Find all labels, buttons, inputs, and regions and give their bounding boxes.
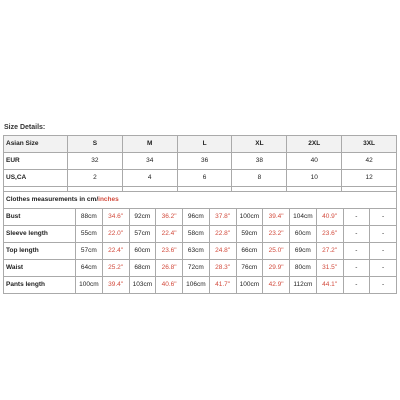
table-cell: 32 bbox=[68, 153, 123, 170]
size-header-s: S bbox=[68, 136, 123, 153]
inch-cell: 42.9" bbox=[263, 277, 290, 294]
cm-cell: 58cm bbox=[183, 226, 210, 243]
inch-cell: 22.0" bbox=[102, 226, 129, 243]
cm-cell: 55cm bbox=[76, 226, 103, 243]
cm-cell: 100cm bbox=[236, 277, 263, 294]
inch-cell: 23.6" bbox=[316, 226, 343, 243]
inch-cell: - bbox=[370, 209, 397, 226]
inch-cell: 27.2" bbox=[316, 243, 343, 260]
size-header-2xl: 2XL bbox=[287, 136, 342, 153]
table-row bbox=[4, 209, 397, 226]
measurement-label: Waist bbox=[4, 260, 76, 277]
inch-cell: 25.2" bbox=[102, 260, 129, 277]
cm-cell: 60cm bbox=[129, 243, 156, 260]
row-label: EUR bbox=[4, 153, 68, 170]
table-cell: 10 bbox=[287, 170, 342, 187]
inch-cell: 34.6" bbox=[102, 209, 129, 226]
cm-cell: 66cm bbox=[236, 243, 263, 260]
cm-cell: 103cm bbox=[129, 277, 156, 294]
table-cell: 6 bbox=[177, 170, 232, 187]
cm-cell: 57cm bbox=[129, 226, 156, 243]
size-header-label: Asian Size bbox=[4, 136, 68, 153]
cm-cell: - bbox=[343, 277, 370, 294]
measurements-table bbox=[3, 191, 397, 294]
size-header-row bbox=[4, 136, 397, 153]
cm-cell: 80cm bbox=[290, 260, 317, 277]
table-row bbox=[4, 153, 397, 170]
inch-cell: 28.3" bbox=[209, 260, 236, 277]
inch-cell: 40.9" bbox=[316, 209, 343, 226]
inch-cell: 23.2" bbox=[263, 226, 290, 243]
measurement-label: Top length bbox=[4, 243, 76, 260]
cm-cell: 59cm bbox=[236, 226, 263, 243]
cm-cell: 92cm bbox=[129, 209, 156, 226]
inch-cell: 44.1" bbox=[316, 277, 343, 294]
row-label: US,CA bbox=[4, 170, 68, 187]
inch-cell: 39.4" bbox=[263, 209, 290, 226]
inch-cell: 39.4" bbox=[102, 277, 129, 294]
measurement-label: Pants length bbox=[4, 277, 76, 294]
heading-prefix: Clothes measurements in bbox=[6, 195, 87, 203]
measurement-label: Sleeve length bbox=[4, 226, 76, 243]
cm-cell: 68cm bbox=[129, 260, 156, 277]
cm-cell: 100cm bbox=[236, 209, 263, 226]
table-row bbox=[4, 226, 397, 243]
unit-cm: cm bbox=[86, 195, 97, 203]
inch-cell: 22.4" bbox=[102, 243, 129, 260]
table-cell: 36 bbox=[177, 153, 232, 170]
table-cell: 12 bbox=[342, 170, 397, 187]
cm-cell: 88cm bbox=[76, 209, 103, 226]
unit-slash: / bbox=[96, 195, 99, 203]
cm-cell: - bbox=[343, 243, 370, 260]
cm-cell: 96cm bbox=[183, 209, 210, 226]
cm-cell: 69cm bbox=[290, 243, 317, 260]
cm-cell: 76cm bbox=[236, 260, 263, 277]
measurement-label: Bust bbox=[4, 209, 76, 226]
cm-cell: - bbox=[343, 209, 370, 226]
inch-cell: 40.6" bbox=[156, 277, 183, 294]
table-cell: 8 bbox=[232, 170, 287, 187]
cm-cell: 60cm bbox=[290, 226, 317, 243]
cm-cell: 63cm bbox=[183, 243, 210, 260]
inch-cell: 22.4" bbox=[156, 226, 183, 243]
cm-cell: 64cm bbox=[76, 260, 103, 277]
inch-cell: 37.8" bbox=[209, 209, 236, 226]
inch-cell: 29.9" bbox=[263, 260, 290, 277]
cm-cell: 100cm bbox=[76, 277, 103, 294]
inch-cell: 23.6" bbox=[156, 243, 183, 260]
cm-cell: 106cm bbox=[183, 277, 210, 294]
inch-cell: 36.2" bbox=[156, 209, 183, 226]
unit-inches: inches bbox=[98, 195, 119, 203]
table-cell: 4 bbox=[122, 170, 177, 187]
cm-cell: 72cm bbox=[183, 260, 210, 277]
size-header-l: L bbox=[177, 136, 232, 153]
size-header-m: M bbox=[122, 136, 177, 153]
table-cell: 38 bbox=[232, 153, 287, 170]
table-row bbox=[4, 260, 397, 277]
inch-cell: 25.0" bbox=[263, 243, 290, 260]
inch-cell: - bbox=[370, 243, 397, 260]
table-cell: 2 bbox=[68, 170, 123, 187]
cm-cell: - bbox=[343, 260, 370, 277]
inch-cell: 22.8" bbox=[209, 226, 236, 243]
inch-cell: - bbox=[370, 260, 397, 277]
inch-cell: 41.7" bbox=[209, 277, 236, 294]
cm-cell: - bbox=[343, 226, 370, 243]
table-cell: 34 bbox=[122, 153, 177, 170]
table-row bbox=[4, 277, 397, 294]
measurements-heading-row bbox=[4, 192, 397, 209]
inch-cell: - bbox=[370, 277, 397, 294]
cm-cell: 112cm bbox=[290, 277, 317, 294]
cm-cell: 57cm bbox=[76, 243, 103, 260]
inch-cell: - bbox=[370, 226, 397, 243]
size-header-3xl: 3XL bbox=[342, 136, 397, 153]
page-title: Size Details: bbox=[4, 124, 46, 131]
table-cell: 42 bbox=[342, 153, 397, 170]
measurements-heading bbox=[4, 192, 397, 209]
table-row bbox=[4, 170, 397, 187]
table-cell: 40 bbox=[287, 153, 342, 170]
cm-cell: 104cm bbox=[290, 209, 317, 226]
inch-cell: 24.8" bbox=[209, 243, 236, 260]
size-header-xl: XL bbox=[232, 136, 287, 153]
table-row bbox=[4, 243, 397, 260]
inch-cell: 26.8" bbox=[156, 260, 183, 277]
inch-cell: 31.5" bbox=[316, 260, 343, 277]
